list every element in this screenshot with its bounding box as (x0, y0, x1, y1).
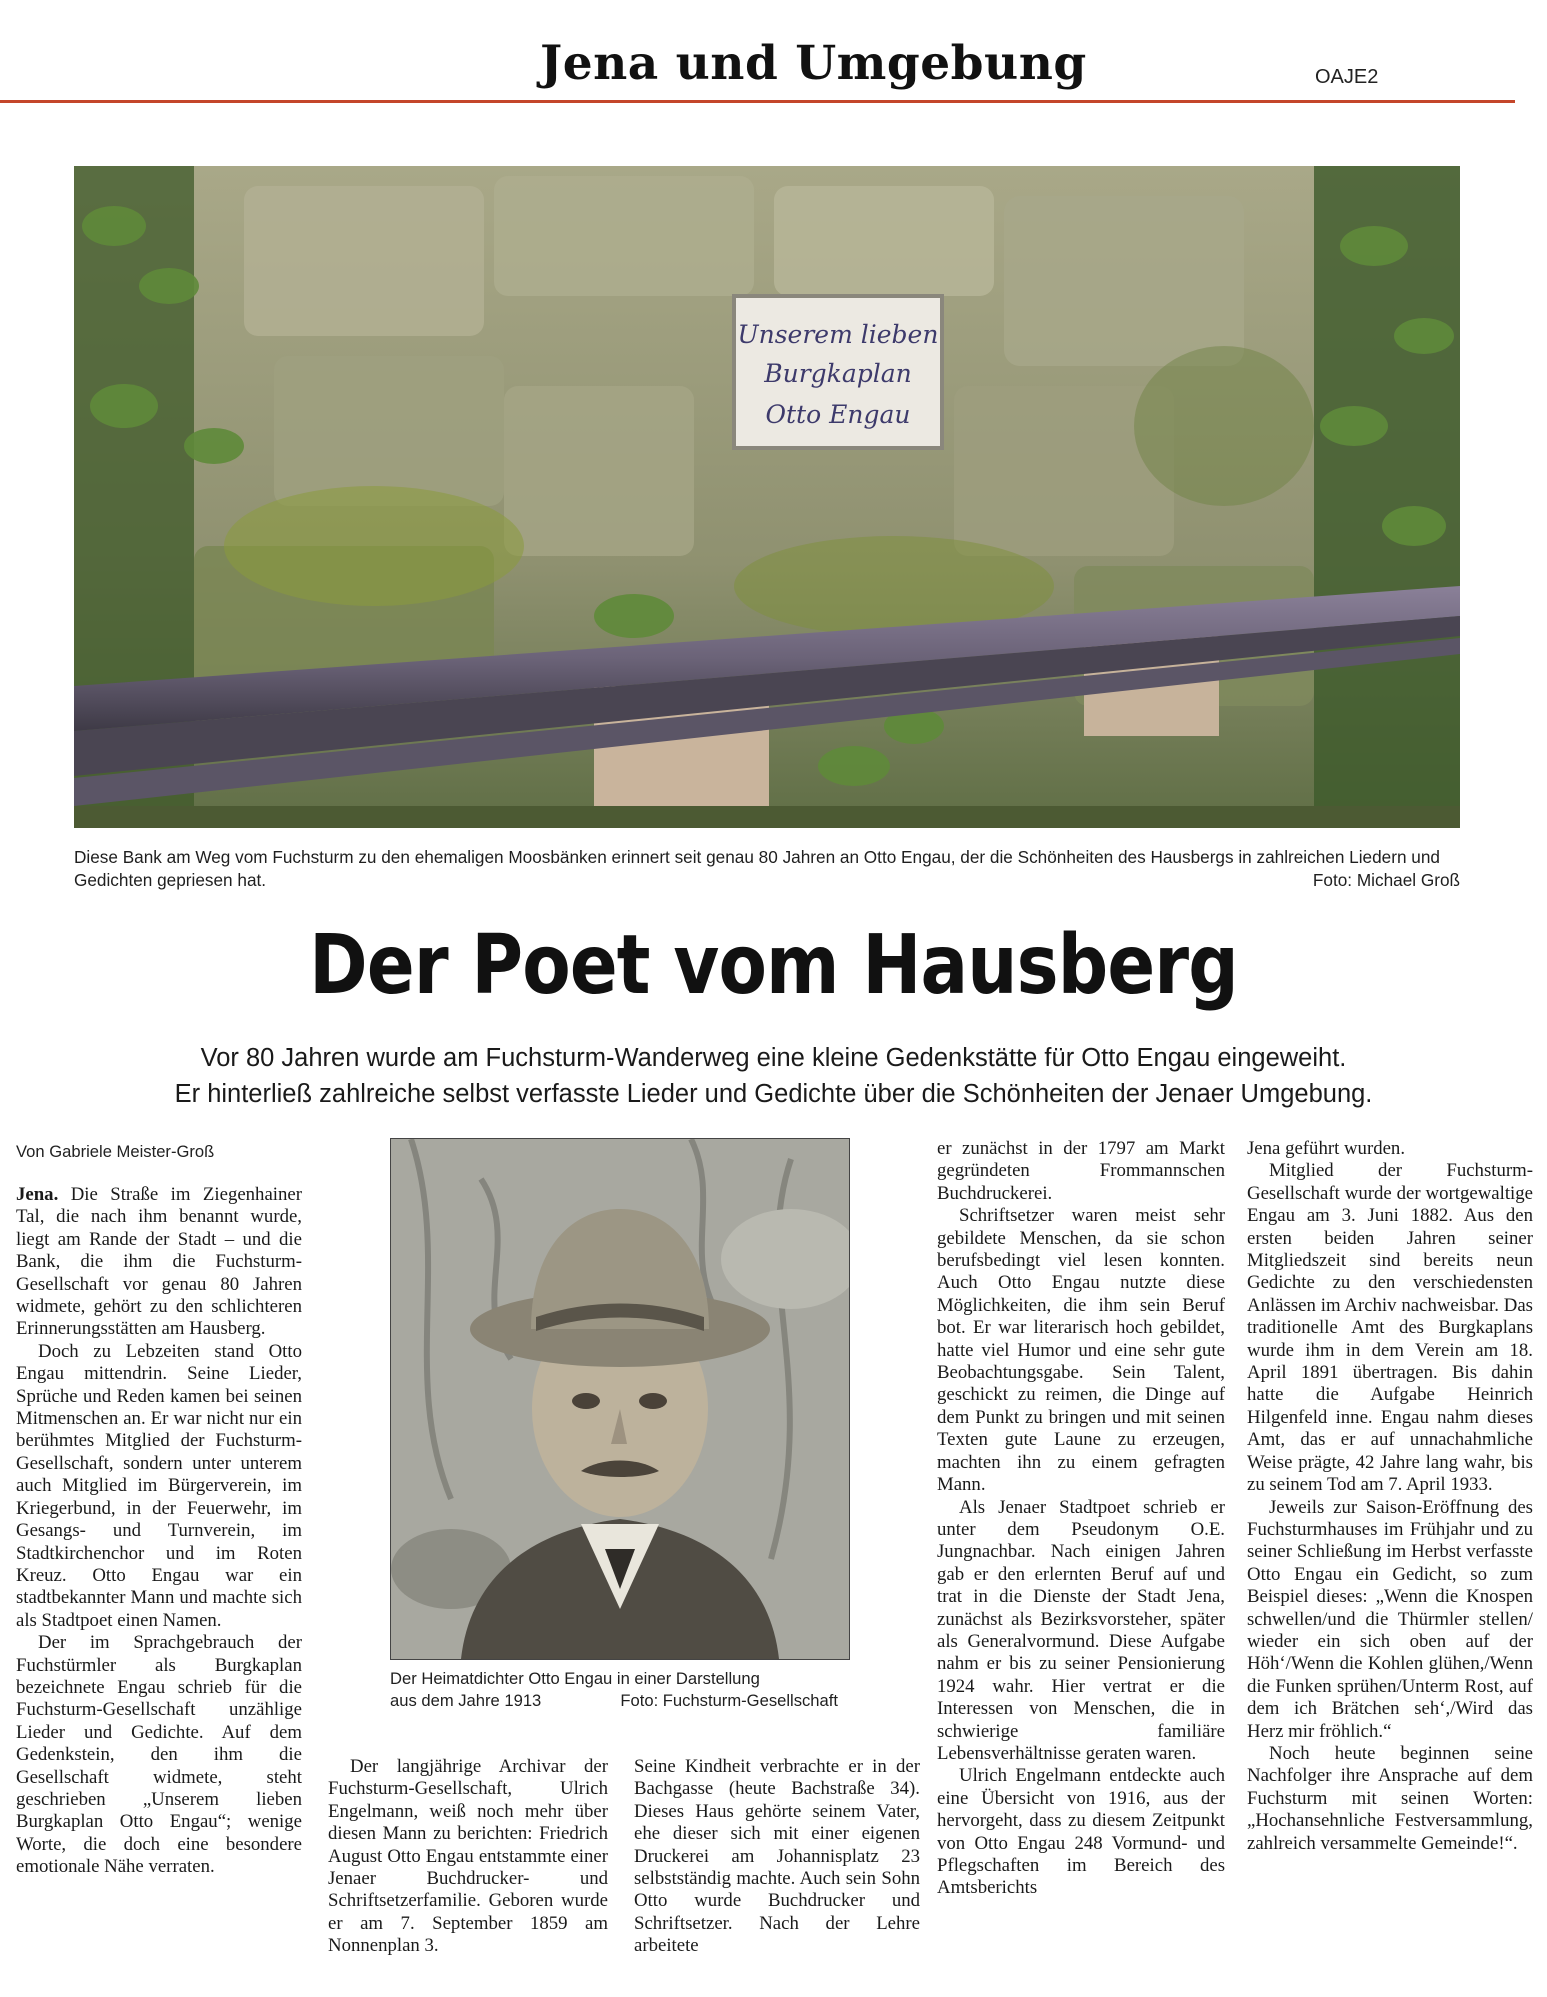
paragraph (16, 1184, 302, 1341)
paragraph: er zunächst in der 1797 am Markt gegründeten Frommannschen Buchdruckerei. (937, 1138, 1225, 1204)
bench-photo-illustration (74, 166, 1460, 828)
portrait-illustration (391, 1139, 849, 1659)
paragraph: Jeweils zur Saison-Eröffnung des Fuchsturmhauses im Frühjahr und zu seiner Schließung im Herbst verfasste Otto Engau ein Gedicht, so zum Beispiel dieses: „Wenn die Knospen schwellen/und die Thürmler stellen/ wieder ein sich oben auf der Höh‘/Wenn die Kohlen glühen,/Wenn die Funken sprühen/Unterm Rost, auf dem ich Brätchen seh‘,/Wird das Herz mir fröhlich.“ (1247, 1496, 1533, 1742)
portrait-photo (390, 1138, 850, 1660)
article-column-2 (328, 1756, 608, 1958)
paragraph: Doch zu Lebzeiten stand Otto Engau mittendrin. Seine Lieder, Sprüche und Reden kamen bei seinen Mitmenschen an. Er war nicht nur ein berühmtes Mitglied der Fuchsturm-Gesellschaft, sondern unter unterem auch Mitglied im Bürgerverein, im Kriegerbund, in der Feuerwehr, im Gesangs- und Turnverein, im Stadtkirchenchor und im Roten Kreuz. Otto Engau war ein stadtbekannter Mann und machte sich als Stadtpoet einen Namen. (16, 1340, 302, 1631)
plaque-line-1: Unserem lieben (737, 320, 939, 349)
deck (0, 1040, 1547, 1112)
paragraph: Der langjährige Archivar der Fuchsturm-Gesellschaft, Ulrich Engelmann, weiß noch mehr über diesen Mann zu berichten: Friedrich August Otto Engau entstammte einer Jenaer Buchdrucker- und Schriftsetzerfamilie. Geboren wurde er am 7. September 1859 am Nonnenplan 3. (328, 1756, 608, 1957)
article-column-4 (937, 1138, 1225, 1900)
photo-caption (74, 846, 1460, 892)
paragraph: Mitglied der Fuchsturm-Gesellschaft wurde der wortgewaltige Engau am 3. Juni 1882. Aus den ersten beiden Jahren seiner Mitgliedszeit sind bereits neun Gedichte zu den verschiedensten Anlässen im Archiv nachweisbar. Das traditionelle Amt des Burgkaplans wurde ihm in dem Verein am 18. April 1891 übertragen. Bis dahin hatte die Aufgabe Heinrich Hilgenfeld inne. Engau nahm dieses Amt, das er auf unnachahmliche Weise prägte, 42 Jahre lang wahr, bis zu seinem Tod am 7. April 1933. (1247, 1160, 1533, 1496)
page-header (0, 30, 1547, 102)
deck-line-1: Vor 80 Jahren wurde am Fuchsturm-Wanderweg eine kleine Gedenkstätte für Otto Engau eingeweiht. (200, 1044, 1347, 1072)
paragraph: Schriftsetzer waren meist sehr gebildete Menschen, da sie schon berufsbedingt viel lesen konnten. Auch Otto Engau nutzte diese Möglichkeiten, die ihm sein Beruf bot. Er war literarisch hoch gebildet, hatte viel Humor und eine sehr gute Beobachtungsgabe. Sein Talent, geschickt zu reimen, die Dinge auf dem Punkt zu bringen und mit seinen Texten gute Laune zu erzeugen, machten ihn zu einem gefragten Mann. (937, 1205, 1225, 1496)
portrait-caption-line-1: Der Heimatdichter Otto Engau in einer Darstellung (390, 1669, 760, 1688)
portrait-credit: Foto: Fuchsturm-Gesellschaft (620, 1691, 838, 1710)
photo-caption-text: Diese Bank am Weg vom Fuchsturm zu den ehemaligen Moosbänken erinnert seit genau 80 Jahren an Otto Engau, der die Schönheiten des Hausbergs in zahlreichen Liedern und Gedichten gepriesen hat. (74, 847, 1440, 890)
paragraph: Seine Kindheit verbrachte er in der Bachgasse (heute Bachstraße 34). Dieses Haus gehörte seinem Vater, ehe dieser sich mit einer eigenen Druckerei am Johannisplatz 23 selbstständig machte. Auch sein Sohn Otto wurde Buchdrucker und Schriftsetzer. Nach der Lehre arbeitete (634, 1756, 920, 1957)
dateline: Jena. (16, 1184, 59, 1205)
page-code: OAJE2 (1315, 66, 1379, 88)
deck-line-2: Er hinterließ zahlreiche selbst verfasste Lieder und Gedichte über die Schönheiten der Jenaer Umgebung. (174, 1080, 1373, 1108)
bench-photo (74, 166, 1460, 828)
plaque-line-2: Burgkaplan (764, 359, 912, 388)
paragraph: Jena geführt wurden. (1247, 1138, 1406, 1159)
byline: Von Gabriele Meister-Groß (16, 1142, 215, 1161)
portrait-caption (390, 1668, 848, 1712)
paragraph: Noch heute beginnen seine Nachfolger ihre Ansprache auf dem Fuchsturm mit seinen Worten: „Hochansehnliche Festversammlung, zahlreich versammelte Gemeinde!“. (1247, 1742, 1533, 1854)
plaque-line-3: Otto Engau (765, 400, 911, 429)
paragraph: Als Jenaer Stadtpoet schrieb er unter dem Pseudonym O.E. Jungnachbar. Nach einigen Jahren gab er den erlernten Beruf auf und trat in die Dienste der Stadt Jena, zunächst als Bezirksvorsteher, später als Generalvormund. Diese Aufgabe nahm er bis zu seiner Pensionierung 1924 wahr. Hier vertrat er die Interessen von Menschen, die in schwierige familiäre Lebensverhältnisse geraten waren. (937, 1496, 1225, 1764)
paragraph: Der im Sprachgebrauch der Fuchstürmler als Burgkaplan bezeichnete Engau schrieb für die Fuchsturm-Gesellschaft unzählige Lieder und Gedichte. Auf dem Gedenkstein, den ihm die Gesellschaft widmete, steht geschrieben „Unserem lieben Burgkaplan Otto Engau“; wenige Worte, die doch eine besondere emotionale Nähe verraten. (16, 1632, 302, 1878)
portrait-caption-line-2: aus dem Jahre 1913 (390, 1691, 542, 1710)
paragraph-text: Die Straße im Ziegenhainer Tal, die nach ihm benannt wurde, liegt am Rande der Stadt – und die Bank, die ihm die Fuchsturm-Gesellschaft vor genau 80 Jahren widmete, gehört zu den schlichteren Erinnerungsstätten am Hausberg. (16, 1184, 302, 1340)
section-title: Jena und Umgebung (540, 36, 1087, 91)
article-column-5 (1247, 1138, 1533, 1855)
article-column-1 (16, 1184, 302, 1879)
article-column-3 (634, 1756, 920, 1958)
paragraph: Ulrich Engelmann entdeckte auch eine Übersicht von 1916, aus der hervorgeht, dass zu diesem Zeitpunkt von Otto Engau 248 Vormund- und Pflegschaften im Bereich des Amtsberichts (937, 1765, 1225, 1899)
photo-credit: Foto: Michael Groß (1312, 870, 1460, 890)
headline: Der Poet vom Hausberg (309, 918, 1238, 1013)
header-rule (0, 100, 1515, 103)
